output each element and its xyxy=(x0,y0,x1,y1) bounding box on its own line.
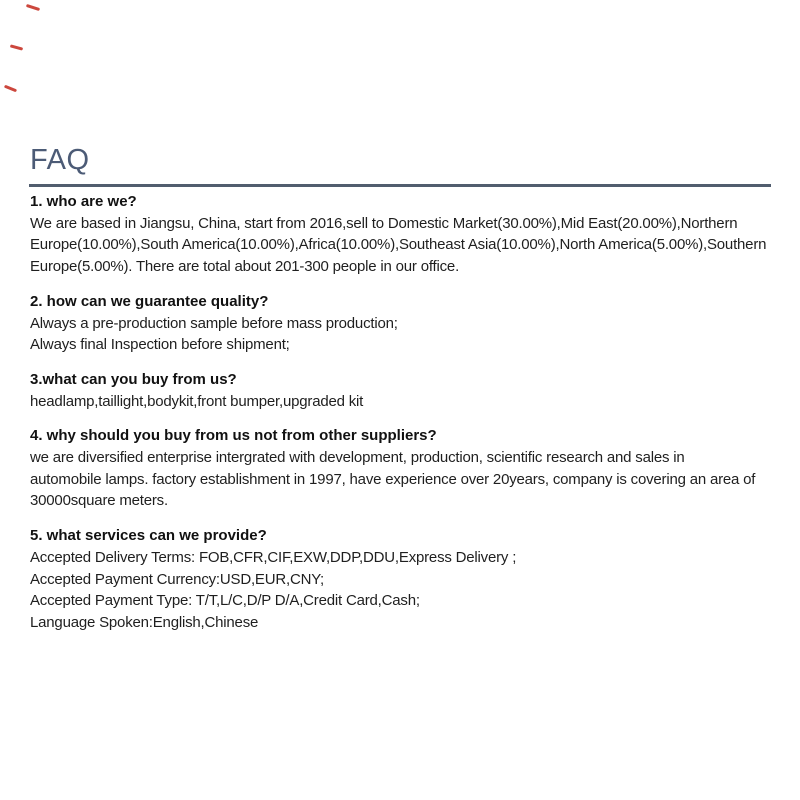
faq-answer-line: Always a pre-production sample before mass production; xyxy=(30,314,398,332)
faq-item-5 xyxy=(30,525,775,634)
faq-answer-line: We are based in Jiangsu, China, start from 2016,sell to Domestic Market(30.00%),Mid East(20.00%),Northern xyxy=(30,214,738,232)
faq-item-1 xyxy=(30,191,775,278)
faq-content xyxy=(30,191,775,647)
page-title: FAQ xyxy=(30,144,90,176)
faq-answer-line: Always final Inspection before shipment; xyxy=(30,336,290,354)
faq-answer-line: Accepted Payment Type: T/T,L/C,D/P D/A,Credit Card,Cash; xyxy=(30,592,420,610)
red-pen-mark xyxy=(4,85,17,93)
red-pen-mark xyxy=(10,44,23,50)
faq-question: 3.what can you buy from us? xyxy=(30,370,237,388)
faq-answer-line: Language Spoken:English,Chinese xyxy=(30,613,259,631)
faq-item-3 xyxy=(30,369,775,412)
faq-question: 2. how can we guarantee quality? xyxy=(30,292,269,310)
title-divider xyxy=(29,184,771,187)
faq-answer-line: 30000square meters. xyxy=(30,492,168,510)
faq-question: 4. why should you buy from us not from other suppliers? xyxy=(30,427,437,445)
faq-answer-line: we are diversified enterprise intergrated with development, production, scientific research and sales in xyxy=(30,449,685,467)
faq-answer-line: automobile lamps. factory establishment in 1997, have experience over 20years, company is covering an area of xyxy=(30,470,756,488)
red-pen-mark xyxy=(26,4,40,11)
faq-answer-line: Europe(5.00%). There are total about 201-300 people in our office. xyxy=(30,258,460,276)
faq-item-2 xyxy=(30,291,775,356)
faq-answer-line: Accepted Delivery Terms: FOB,CFR,CIF,EXW,DDP,DDU,Express Delivery ; xyxy=(30,548,517,566)
faq-question: 1. who are we? xyxy=(30,193,137,210)
faq-answer-line: Europe(10.00%),South America(10.00%),Africa(10.00%),Southeast Asia(10.00%),North America(5.00%),Southern xyxy=(30,236,767,254)
faq-question: 5. what services can we provide? xyxy=(30,527,267,545)
faq-answer-line: headlamp,taillight,bodykit,front bumper,upgraded kit xyxy=(30,392,364,410)
faq-item-4 xyxy=(30,425,775,512)
faq-answer-line: Accepted Payment Currency:USD,EUR,CNY; xyxy=(30,570,325,588)
